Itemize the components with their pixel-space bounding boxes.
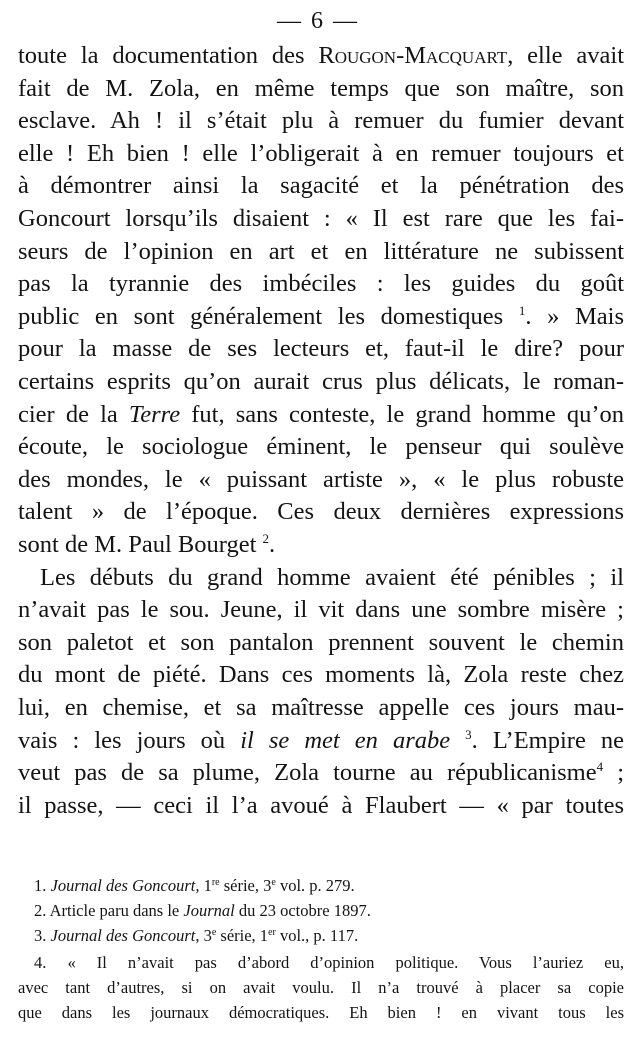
text-line	[18, 790, 624, 822]
text-run: du mont de piété. Dans ces moments là, Zola reste chez	[18, 661, 624, 689]
footnote-reference: e	[211, 927, 217, 938]
text-line	[18, 529, 624, 561]
text-line	[18, 496, 624, 528]
footnote-reference: re	[211, 877, 220, 888]
text-line	[18, 594, 624, 626]
text-run: ;	[603, 759, 625, 787]
text-run: vol. p. 279.	[275, 876, 355, 895]
text-run: Terre	[128, 400, 181, 428]
text-line	[18, 105, 624, 137]
text-run: pas la tyrannie des imbéciles : les guides du goût	[18, 270, 624, 298]
text-run: il passe, — ceci il l’a avoué à Flaubert — « par toutes	[18, 791, 624, 819]
text-run: elle ! Eh bien ! elle l’obligerait à en remuer toujours et	[18, 139, 624, 167]
text-line	[18, 399, 624, 431]
text-line	[18, 333, 624, 365]
text-run: 2. Article paru dans le	[34, 901, 184, 920]
text-line	[18, 73, 624, 105]
text-run: certains esprits qu’on aurait crus plus délicats, le roman-	[18, 368, 624, 395]
text-line	[18, 464, 624, 496]
text-run: , 3	[195, 926, 212, 945]
text-run: 4. « Il n’avait pas d’abord d’opinion politique. Vous l’auriez eu,	[34, 953, 624, 972]
footnote-reference: 3	[465, 726, 472, 742]
footnote-reference: er	[268, 927, 276, 938]
text-run: pour la masse de ses lecteurs et, faut-il le dire? pour	[18, 335, 624, 363]
text-run: des mondes, le « puissant artiste », « le plus robuste	[18, 465, 624, 493]
text-run: esclave. Ah ! il s’était plu à remuer du fumier devant	[18, 107, 624, 135]
footnote-reference: e	[271, 877, 276, 888]
text-run: 3.	[34, 926, 51, 945]
text-run: il se met en arabe	[240, 726, 451, 754]
text-line	[18, 431, 624, 463]
text-run: .	[269, 531, 276, 558]
page-number: — 6 —	[277, 8, 359, 34]
text-line	[18, 301, 624, 333]
text-run: Les débuts du grand homme avaient été pénibles ; il	[40, 563, 624, 591]
text-run: talent » de l’époque. Ces deux dernières expressions	[18, 498, 624, 526]
text-run: public en sont généralement les domestiques	[18, 302, 519, 330]
text-line	[18, 627, 624, 659]
footnote-line	[34, 874, 614, 898]
footnote-line	[34, 924, 614, 948]
text-run: fut, sans conteste, le grand homme qu’on	[180, 400, 624, 428]
text-run: 1.	[34, 876, 51, 895]
text-line	[18, 40, 624, 72]
text-run: série, 1	[216, 926, 269, 945]
text-run: 1	[199, 876, 212, 895]
text-run: . L’Empire ne	[471, 726, 624, 754]
text-line	[18, 170, 624, 202]
text-run	[450, 727, 465, 754]
text-line	[18, 725, 624, 757]
text-line	[18, 659, 624, 691]
text-run: à démontrer ainsi la sagacité et la pénétration des	[18, 172, 624, 200]
text-run: veut pas de sa plume, Zola tourne au républicanisme	[18, 759, 597, 787]
text-line	[18, 236, 624, 268]
text-run: fait de M. Zola, en même temps que son maître, son	[18, 74, 624, 102]
text-line	[18, 757, 624, 789]
text-line	[40, 562, 624, 594]
text-run: sont de M. Paul Bourget	[18, 531, 263, 558]
footnote-reference: 2	[262, 531, 270, 546]
text-run: série, 3	[219, 876, 272, 895]
text-run: toute la documentation des	[18, 42, 319, 69]
text-line	[18, 692, 624, 724]
text-run: du 23 octobre 1897.	[234, 901, 371, 920]
text-run: Journal des Goncourt	[50, 926, 196, 945]
text-run: Goncourt lorsqu’ils disaient : « Il est rare que les fai-	[18, 205, 624, 232]
text-run: que dans les journaux démocratiques. Eh bien ! en vivant tous les	[18, 1003, 624, 1022]
text-run: Rougon-Macquart	[318, 42, 508, 69]
footnote-line	[18, 976, 624, 1000]
text-run: Journal des Goncourt,	[50, 876, 200, 895]
text-run: vol., p. 117.	[275, 926, 359, 945]
text-run: son paletot et son pantalon prennent souvent le chemin	[18, 628, 624, 656]
footnote-line	[18, 1001, 624, 1025]
text-run: seurs de l’opinion en art et en littérature ne subissent	[18, 237, 624, 265]
footnote-line	[34, 951, 624, 975]
footnote-reference: 4	[596, 759, 604, 775]
text-run: cier de la	[18, 400, 129, 428]
text-run: . » Mais	[525, 302, 625, 330]
text-run: Journal	[183, 901, 235, 920]
text-run: n’avait pas le sou. Jeune, il vit dans une sombre misère ;	[18, 596, 624, 624]
text-run: lui, en chemise, et sa maîtresse appelle ces jours mau-	[18, 694, 624, 721]
footnote-reference: 1	[518, 302, 526, 318]
text-line	[18, 366, 624, 398]
text-line	[18, 203, 624, 235]
footnote-line	[34, 899, 614, 923]
text-line	[18, 138, 624, 170]
text-run: , elle avait	[507, 42, 624, 69]
text-run: avec tant d’autres, si on avait voulu. Il n’a trouvé à placer sa copie	[18, 978, 624, 997]
text-line	[18, 268, 624, 300]
text-run: vais : les jours où	[18, 726, 241, 754]
text-run: écoute, le sociologue éminent, le penseur qui soulève	[18, 433, 624, 461]
